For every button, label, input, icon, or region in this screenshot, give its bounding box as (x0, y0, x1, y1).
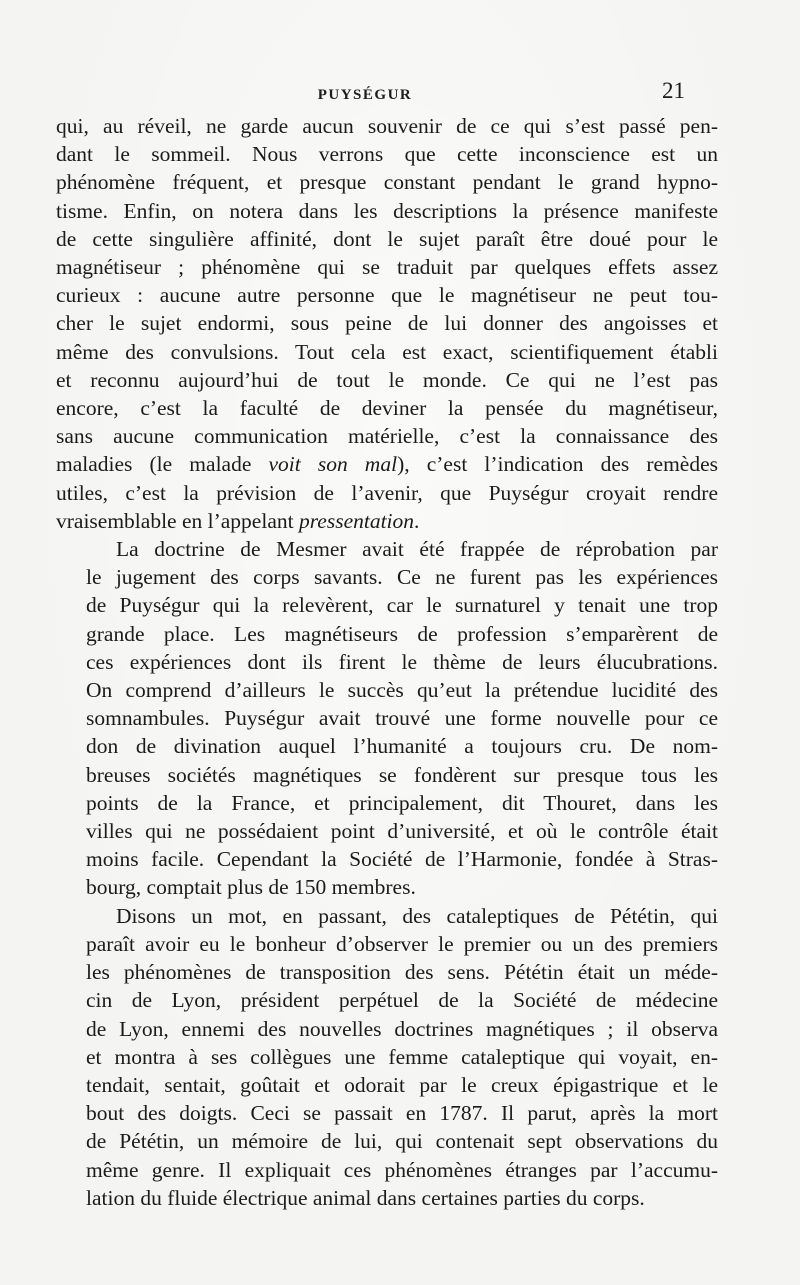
text-line: maladies (le malade voit son mal), c’est l’indication des remèdes (56, 452, 718, 477)
text-line: On comprend d’ailleurs le succès qu’eut la prétendue lucidité des (86, 678, 718, 703)
running-head (0, 78, 800, 108)
text-line: de Lyon, ennemi des nouvelles doctrines magnétiques ; il observa (86, 1016, 718, 1041)
text-line: qui, au réveil, ne garde aucun souvenir de ce qui s’est passé pen- (56, 114, 718, 138)
text-line: même des convulsions. Tout cela est exact, scientifiquement établi (56, 339, 718, 364)
text-line: ces expériences dont ils firent le thème de leurs élucubrations. (86, 649, 718, 674)
text-line: curieux : aucune autre personne que le magnétiseur ne peut tou- (56, 283, 718, 308)
text-line: breuses sociétés magnétiques se fondèrent sur presque tous les (86, 762, 718, 787)
body-text (56, 112, 718, 1212)
text-line: de Pététin, un mémoire de lui, qui contenait sept observations du (86, 1129, 718, 1154)
text-line: La doctrine de Mesmer avait été frappée de réprobation par (116, 537, 718, 562)
running-title: PUYSÉGUR (317, 87, 413, 103)
text-line: et montra à ses collègues une femme cataleptique qui voyait, en- (86, 1044, 718, 1069)
text-line: les phénomènes de transposition des sens. Pététin était un méde- (86, 960, 718, 985)
text-line: tendait, sentait, goûtait et odorait par le creux épigastrique et le (86, 1072, 718, 1097)
text-line: grande place. Les magnétiseurs de profession s’emparèrent de (86, 621, 718, 646)
text-line: de cette singulière affinité, dont le sujet paraît être doué pour le (56, 226, 718, 251)
text-line: bourg, comptait plus de 150 membres. (86, 875, 416, 900)
text-line: points de la France, et principalement, dit Thouret, dans les (86, 790, 718, 815)
paragraph-1 (56, 112, 718, 535)
text-line: magnétiseur ; phénomène qui se traduit par quelques effets assez (56, 255, 718, 280)
text-line: cin de Lyon, président perpétuel de la Société de médecine (86, 988, 718, 1013)
text-line: et reconnu aujourd’hui de tout le monde. Ce qui ne l’est pas (56, 367, 718, 392)
text-line: même genre. Il expliquait ces phénomènes étranges par l’accumu- (86, 1157, 718, 1182)
text-line: vraisemblable en l’appelant pressentation. (56, 508, 420, 533)
text-line: cher le sujet endormi, sous peine de lui donner des angoisses et (56, 311, 718, 336)
text-line: don de divination auquel l’humanité a toujours cru. De nom- (86, 734, 718, 759)
text-line: sans aucune communication matérielle, c’est la connaissance des (56, 424, 718, 449)
text-line: somnambules. Puységur avait trouvé une forme nouvelle pour ce (86, 706, 718, 731)
paragraph-2 (56, 535, 718, 902)
text-line: le jugement des corps savants. Ce ne furent pas les expériences (86, 565, 718, 590)
text-line: phénomène fréquent, et presque constant pendant le grand hypno- (56, 170, 718, 195)
text-line: tisme. Enfin, on notera dans les descriptions la présence manifeste (56, 198, 718, 223)
text-line: utiles, c’est la prévision de l’avenir, que Puységur croyait rendre (56, 480, 718, 505)
paragraph-3 (56, 902, 718, 1212)
text-line: lation du fluide électrique animal dans certaines parties du corps. (86, 1185, 645, 1210)
text-line: villes qui ne possédaient point d’université, et où le contrôle était (86, 819, 718, 844)
text-line: moins facile. Cependant la Société de l’Harmonie, fondée à Stras- (86, 847, 718, 872)
page-number: 21 (662, 78, 685, 103)
text-line: bout des doigts. Ceci se passait en 1787. Il parut, après la mort (86, 1101, 718, 1126)
text-line: paraît avoir eu le bonheur d’observer le premier ou un des premiers (86, 931, 718, 956)
text-line: Disons un mot, en passant, des cataleptiques de Pététin, qui (116, 903, 718, 928)
text-line: dant le sommeil. Nous verrons que cette inconscience est un (56, 142, 718, 167)
text-line: encore, c’est la faculté de deviner la pensée du magnétiseur, (56, 396, 718, 421)
text-line: de Puységur qui la relevèrent, car le surnaturel y tenait une trop (86, 593, 718, 618)
